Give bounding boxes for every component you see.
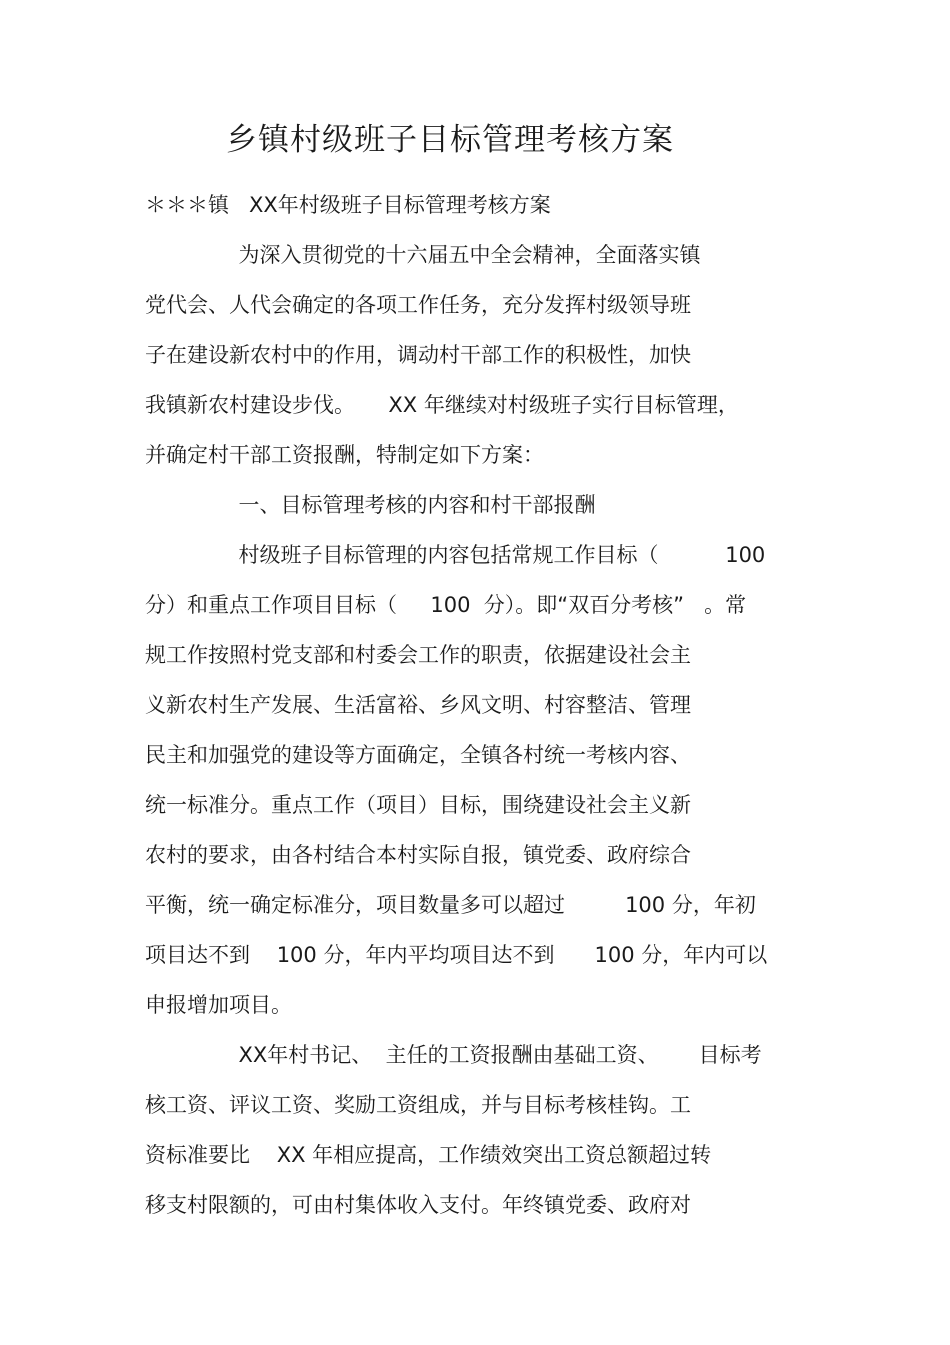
- text-line: XX年村书记、 主任的工资报酬由基础工资、 目标考: [145, 1043, 762, 1067]
- text-line: 农村的要求，由各村结合本村实际自报，镇党委、政府综合: [145, 843, 691, 867]
- text-line: 并确定村干部工资报酬，特制定如下方案：: [145, 443, 544, 467]
- text-line: 统一标准分。重点工作（项目）目标，围绕建设社会主义新: [145, 793, 691, 817]
- text-line: 资标准要比 XX 年相应提高，工作绩效突出工资总额超过转: [145, 1143, 712, 1167]
- text-line: 规工作按照村党支部和村委会工作的职责，依据建设社会主: [145, 643, 691, 667]
- text-line: 核工资、评议工资、奖励工资组成，并与目标考核桂钩。工: [145, 1093, 691, 1117]
- text-line: 平衡，统一确定标准分，项目数量多可以超过 100 分，年初: [145, 893, 756, 917]
- text-line: 项目达不到 100 分，年内平均项目达不到 100 分，年内可以: [145, 943, 768, 967]
- text-line: 村级班子目标管理的内容包括常规工作目标（ 100: [145, 543, 766, 567]
- text-line: 我镇新农村建设步伐。 XX 年继续对村级班子实行目标管理，: [145, 393, 739, 417]
- text-line: 义新农村生产发展、生活富裕、乡风文明、村容整洁、管理: [145, 693, 691, 717]
- text-line: 党代会、人代会确定的各项工作任务，充分发挥村级领导班: [145, 293, 691, 317]
- subtitle-line: ＊＊＊镇 XX年村级班子目标管理考核方案: [145, 193, 551, 217]
- text-line: 子在建设新农村中的作用，调动村干部工作的积极性，加快: [145, 343, 691, 367]
- text-line: 移支村限额的，可由村集体收入支付。年终镇党委、政府对: [145, 1193, 691, 1217]
- text-line: 民主和加强党的建设等方面确定，全镇各村统一考核内容、: [145, 743, 691, 767]
- text-line: 分）和重点工作项目目标（ 100 分）。即“双百分考核” 。常: [145, 593, 747, 617]
- section-heading: 一、目标管理考核的内容和村干部报酬: [145, 493, 596, 517]
- document-title: 乡镇村级班子目标管理考核方案: [226, 122, 674, 158]
- text-line: 申报增加项目。: [145, 993, 292, 1017]
- text-line: 为深入贯彻党的十六届五中全会精神，全面落实镇: [145, 243, 701, 267]
